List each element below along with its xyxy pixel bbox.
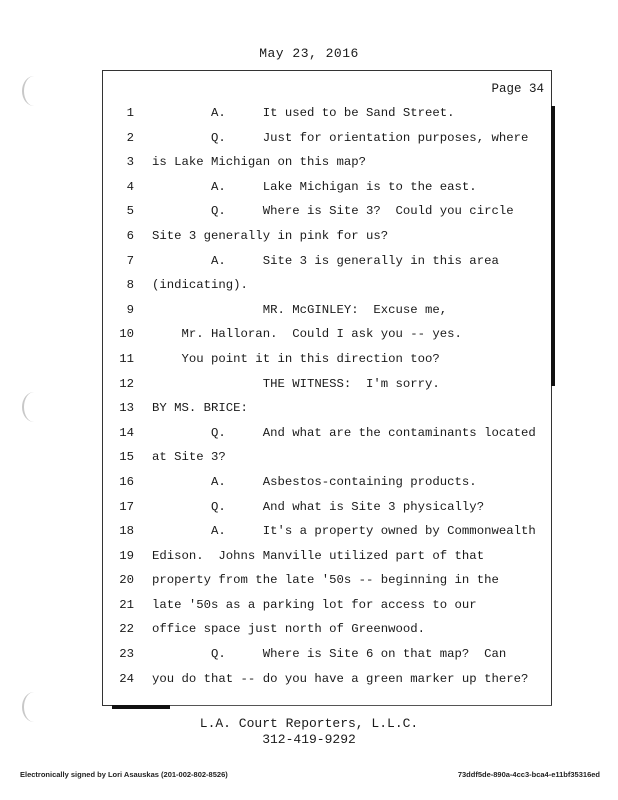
transcript-line: [110, 445, 550, 470]
line-text: Q. And what are the contaminants located: [152, 425, 536, 440]
e-signature-note: Electronically signed by Lori Asauskas (201-002-802-8526): [20, 770, 228, 779]
line-number: 15: [119, 450, 134, 465]
transcript-line: [110, 519, 550, 544]
transcript-line: [110, 470, 550, 495]
transcript-line: [110, 396, 550, 421]
line-number: 7: [126, 253, 134, 268]
line-number: 5: [126, 204, 134, 219]
line-number: 12: [119, 376, 134, 391]
frame-bottom-rule: [170, 705, 552, 706]
line-number: 23: [119, 647, 134, 662]
line-number: 13: [119, 401, 134, 416]
line-text: Q. Just for orientation purposes, where: [152, 130, 529, 145]
line-number: 3: [126, 155, 134, 170]
line-text: You point it in this direction too?: [152, 351, 440, 366]
transcript-line: [110, 249, 550, 274]
transcript-line: [110, 421, 550, 446]
line-text: Site 3 generally in pink for us?: [152, 228, 389, 243]
transcript-line: [110, 667, 550, 692]
transcript-line: [110, 273, 550, 298]
line-text: Q. And what is Site 3 physically?: [152, 499, 485, 514]
line-text: late '50s as a parking lot for access to our: [152, 597, 477, 612]
line-number: 19: [119, 548, 134, 563]
line-text: (indicating).: [152, 278, 248, 293]
transcript-line: [110, 544, 550, 569]
line-number: 10: [119, 327, 134, 342]
line-number: 22: [119, 622, 134, 637]
transcript-line: [110, 199, 550, 224]
line-text: Edison. Johns Manville utilized part of that: [152, 548, 485, 563]
line-text: A. It's a property owned by Commonwealth: [152, 524, 536, 539]
frame-shadow-bottom: [112, 705, 170, 709]
line-number: 6: [126, 228, 134, 243]
line-text: at Site 3?: [152, 450, 226, 465]
transcript-line: [110, 175, 550, 200]
line-number: 9: [126, 302, 134, 317]
line-number: 8: [126, 278, 134, 293]
line-text: A. Site 3 is generally in this area: [152, 253, 499, 268]
footer-phone: 312-419-9292: [262, 732, 356, 747]
line-text: Mr. Halloran. Could I ask you -- yes.: [152, 327, 462, 342]
line-number: 20: [119, 573, 134, 588]
line-number: 24: [119, 671, 134, 686]
transcript-line: [110, 495, 550, 520]
transcript-line: [110, 568, 550, 593]
line-number: 11: [119, 351, 134, 366]
line-text: Q. Where is Site 3? Could you circle: [152, 204, 514, 219]
line-number: 14: [119, 425, 134, 440]
transcript-line: [110, 298, 550, 323]
document-hash: 73ddf5de-890a-4cc3-bca4-e11bf35316ed: [457, 770, 600, 779]
line-number: 21: [119, 597, 134, 612]
transcript-line: [110, 642, 550, 667]
line-number: 17: [119, 499, 134, 514]
transcript-line: [110, 347, 550, 372]
line-text: Q. Where is Site 6 on that map? Can: [152, 647, 507, 662]
transcript-line: [110, 372, 550, 397]
binder-hole-middle: [22, 392, 46, 422]
line-text: A. It used to be Sand Street.: [152, 106, 455, 120]
transcript-line: [110, 593, 550, 618]
line-text: A. Asbestos-containing products.: [152, 474, 477, 489]
transcript-lines: [110, 101, 550, 691]
transcript-line: [110, 101, 550, 126]
header-date: May 23, 2016: [259, 46, 359, 61]
line-text: THE WITNESS: I'm sorry.: [152, 376, 440, 391]
footer: [0, 716, 618, 748]
transcript-line: [110, 150, 550, 175]
transcript-line: [110, 126, 550, 151]
line-text: office space just north of Greenwood.: [152, 622, 426, 637]
binder-hole-top: [22, 76, 46, 106]
line-number: 2: [126, 130, 134, 145]
line-text: MR. McGINLEY: Excuse me,: [152, 302, 448, 317]
page-number: Page 34: [491, 82, 544, 96]
line-text: is Lake Michigan on this map?: [152, 155, 367, 170]
line-number: 1: [126, 106, 134, 120]
line-text: property from the late '50s -- beginning in the: [152, 573, 499, 588]
line-text: A. Lake Michigan is to the east.: [152, 179, 477, 194]
transcript-line: [110, 224, 550, 249]
frame-shadow-right: [551, 106, 555, 386]
line-text: BY MS. BRICE:: [152, 401, 248, 416]
transcript-line: [110, 617, 550, 642]
line-text: you do that -- do you have a green marker up there?: [152, 671, 529, 686]
line-number: 16: [119, 474, 134, 489]
line-number: 18: [119, 524, 134, 539]
transcript-line: [110, 322, 550, 347]
footer-company: L.A. Court Reporters, L.L.C.: [199, 716, 419, 731]
line-number: 4: [126, 179, 134, 194]
